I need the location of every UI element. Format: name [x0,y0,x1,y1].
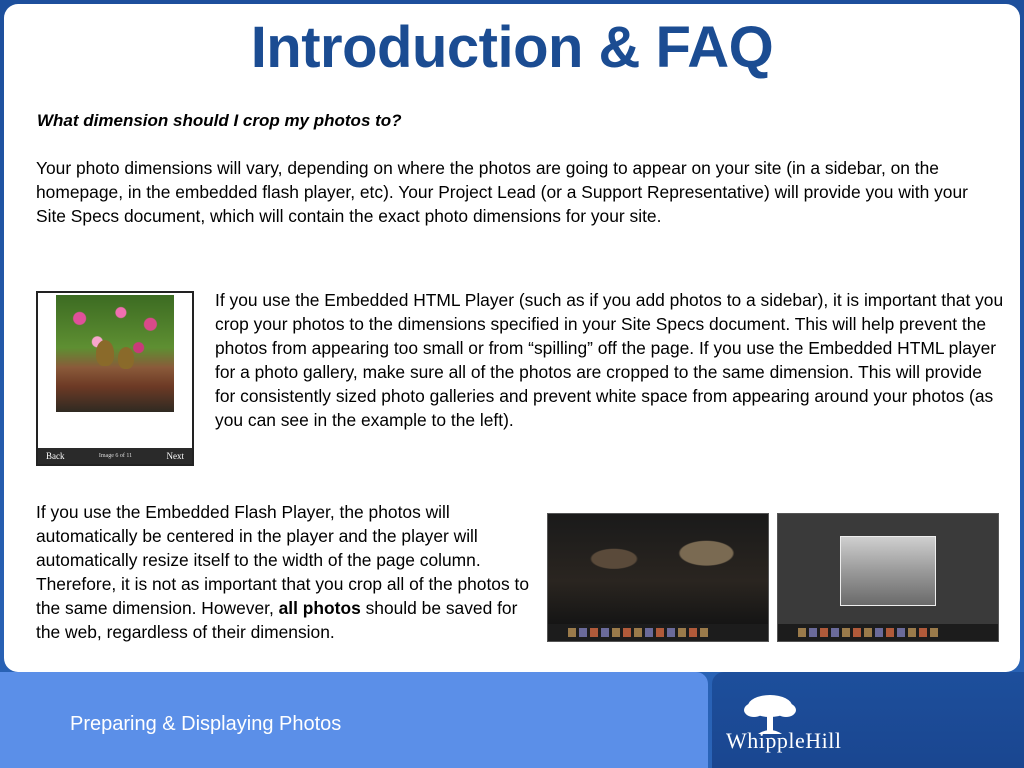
duckling-shape [96,340,114,366]
ducklings-photo [56,295,174,412]
paragraph-dimensions: Your photo dimensions will vary, depending on where the photos are going to appear on your site (in a sidebar, on the homepage, in the embedded flash player, etc). Your Project Lead (or a Support Representative) will provide you with your Site Specs document, which will contain the exact photo dimensions for your site. [36,158,968,226]
back-button: Back [46,451,65,461]
paragraph-flash-text: If you use the Embedded Flash Player, the photos will automatically be centered in the player and the player will automatically resize itself to the width of the page column. Therefore, it is not as important that you crop all of the photos to the same dimension. However, [36,502,530,618]
paragraph-html-player: If you use the Embedded HTML Player (such as if you add photos to a sidebar), it is important that you crop your photos to the dimensions specified in your Site Specs document. This will help prevent the photos from appearing too small or from “spilling” off the page. If you use the Embedded HTML player for a photo gallery, make sure all of the photos are cropped to the same dimension. This will provide for consistently sized photo galleries and prevent white space from appearing around your photos (as you can see in the example to the left). [215,290,1004,430]
slide-title: Introduction & FAQ [250,15,774,80]
centered-photo [840,536,936,606]
html-player-example-image [36,291,194,466]
flash-player-example-centered [777,513,999,642]
company-logo-text: WhippleHill [726,728,842,753]
flash-stage-photo [548,514,768,626]
paragraph-flash-player [36,500,536,644]
image-counter: Image 6 of 11 [98,453,133,459]
flash-player-example-violinists [547,513,769,642]
paragraph-flash-bold: all photos [278,598,361,618]
thumbnail-strip [548,624,768,641]
thumbnail-strip [778,624,998,641]
faq-question: What dimension should I crop my photos to? [37,111,402,130]
paragraph-flash-text-end: should be saved for the web, regardless of their dimension. [36,598,518,642]
duckling-shape [118,347,134,369]
player-nav-bar [38,448,192,464]
flash-stage [778,514,998,626]
footer-section-title: Preparing & Displaying Photos [70,713,342,735]
next-button: Next [166,451,184,461]
